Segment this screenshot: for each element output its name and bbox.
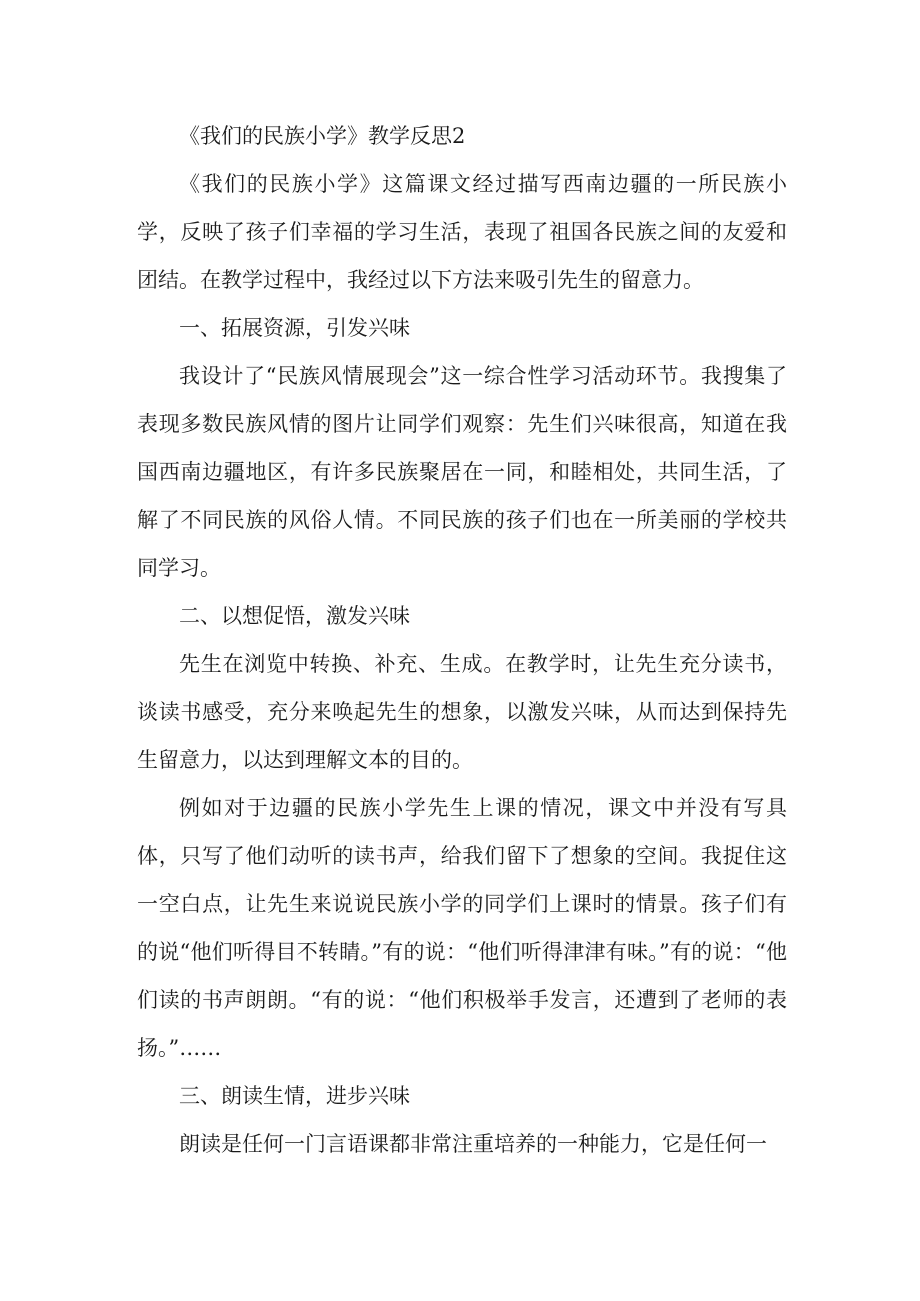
paragraph-example: 例如对于边疆的民族小学先生上课的情况，课文中并没有写具体，只写了他们动听的读书声，给我们留下了想象的空间。我捉住这一空白点，让先生来说说民族小学的同学们上课时的情景。孩子们有的说“他们听得目不转睛。”有的说：“他们听得津津有味。”有的说：“他们读的书声朗朗。“有的说：“他们积极举手发言，还遭到了老师的表扬。”…… (137, 796, 787, 1060)
document-body (137, 112, 787, 1168)
section-heading-1: 一、拓展资源，引发兴味 (179, 316, 410, 340)
paragraph-section-2: 先生在浏览中转换、补充、生成。在教学时，让先生充分读书，谈读书感受，充分来唤起先生的想象，以激发兴味，从而达到保持先生留意力，以达到理解文本的目的。 (137, 652, 787, 772)
paragraph-intro: 《我们的民族小学》这篇课文经过描写西南边疆的一所民族小学，反映了孩子们幸福的学习生活，表现了祖国各民族之间的友爱和团结。在教学过程中，我经过以下方法来吸引先生的留意力。 (137, 172, 787, 292)
paragraph-section-3: 朗读是任何一门言语课都非常注重培养的一种能力，它是任何一 (179, 1132, 767, 1156)
section-heading-3: 三、朗读生情，进步兴味 (179, 1084, 410, 1108)
section-heading-2: 二、以想促悟，激发兴味 (179, 604, 410, 628)
paragraph-section-1: 我设计了“民族风情展现会”这一综合性学习活动环节。我搜集了表现多数民族风情的图片让同学们观察：先生们兴味很高，知道在我国西南边疆地区，有许多民族聚居在一同，和睦相处，共同生活，了解了不同民族的风俗人情。不同民族的孩子们也在一所美丽的学校共同学习。 (137, 364, 787, 580)
document-title: 《我们的民族小学》教学反思2 (179, 124, 466, 148)
